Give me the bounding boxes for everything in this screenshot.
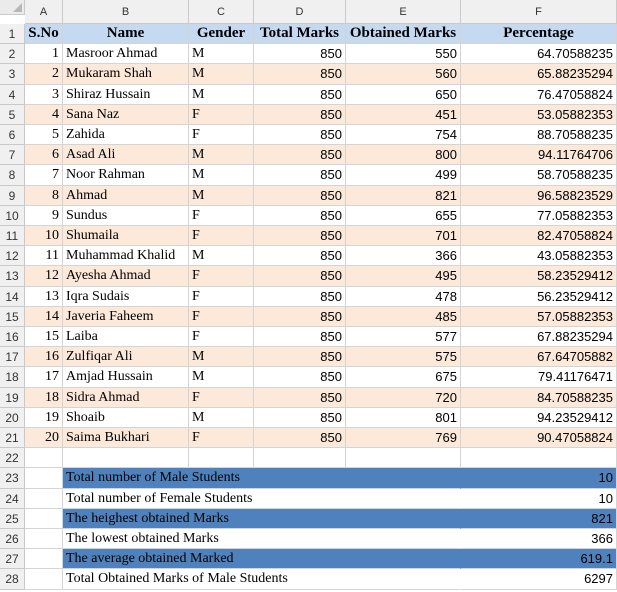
table-cell[interactable]: M	[189, 408, 254, 428]
row-header-15[interactable]: 15	[0, 307, 25, 327]
table-cell[interactable]: Asad Ali	[63, 145, 189, 165]
row-header-5[interactable]: 5	[0, 105, 25, 125]
table-cell[interactable]: 18	[25, 388, 63, 408]
row-header-7[interactable]: 7	[0, 145, 25, 165]
table-cell[interactable]: 850	[254, 226, 346, 246]
table-cell[interactable]: 82.47058824	[461, 226, 617, 246]
table-cell[interactable]: F	[189, 125, 254, 145]
table-cell[interactable]: 58.70588235	[461, 165, 617, 185]
row-header-14[interactable]: 14	[0, 287, 25, 307]
table-cell[interactable]: 56.23529412	[461, 287, 617, 307]
table-cell[interactable]: 850	[254, 287, 346, 307]
row-header-2[interactable]: 2	[0, 44, 25, 64]
table-cell[interactable]: 550	[346, 44, 461, 64]
header-cell[interactable]: Percentage	[461, 24, 617, 44]
table-cell[interactable]: 850	[254, 388, 346, 408]
table-cell[interactable]: F	[189, 327, 254, 347]
table-cell[interactable]: 4	[25, 105, 63, 125]
table-cell[interactable]: 850	[254, 165, 346, 185]
table-cell[interactable]: 7	[25, 165, 63, 185]
table-cell[interactable]: 478	[346, 287, 461, 307]
table-cell[interactable]: 366	[346, 246, 461, 266]
table-cell[interactable]: F	[189, 206, 254, 226]
select-all-corner[interactable]	[0, 0, 25, 15]
table-cell[interactable]: Ayesha Ahmad	[63, 266, 189, 286]
empty-cell[interactable]	[254, 448, 346, 468]
table-cell[interactable]: 800	[346, 145, 461, 165]
table-cell[interactable]: 485	[346, 307, 461, 327]
table-cell[interactable]: 850	[254, 125, 346, 145]
table-cell[interactable]: 20	[25, 428, 63, 448]
summary-label[interactable]: The heighest obtained Marks	[63, 509, 461, 529]
table-cell[interactable]: 850	[254, 347, 346, 367]
table-cell[interactable]: 6	[25, 145, 63, 165]
table-cell[interactable]: 13	[25, 287, 63, 307]
table-cell[interactable]: 94.11764706	[461, 145, 617, 165]
row-header-19[interactable]: 19	[0, 388, 25, 408]
table-cell[interactable]: Sundus	[63, 206, 189, 226]
table-cell[interactable]: 11	[25, 246, 63, 266]
empty-cell[interactable]	[25, 468, 63, 488]
table-cell[interactable]: 10	[25, 226, 63, 246]
header-cell[interactable]: Gender	[189, 24, 254, 44]
table-cell[interactable]: Javeria Faheem	[63, 307, 189, 327]
row-header-25[interactable]: 25	[0, 509, 25, 529]
table-cell[interactable]: 88.70588235	[461, 125, 617, 145]
row-header-4[interactable]: 4	[0, 85, 25, 105]
row-header-22[interactable]: 22	[0, 448, 25, 468]
table-cell[interactable]: Ahmad	[63, 186, 189, 206]
column-header-d[interactable]: D	[254, 0, 346, 24]
table-cell[interactable]: 801	[346, 408, 461, 428]
table-cell[interactable]: 84.70588235	[461, 388, 617, 408]
column-header-e[interactable]: E	[346, 0, 461, 24]
row-header-11[interactable]: 11	[0, 226, 25, 246]
header-cell[interactable]: Name	[63, 24, 189, 44]
row-header-12[interactable]: 12	[0, 246, 25, 266]
row-header-27[interactable]: 27	[0, 549, 25, 569]
summary-value[interactable]: 821	[461, 509, 617, 529]
table-cell[interactable]: 14	[25, 307, 63, 327]
row-header-6[interactable]: 6	[0, 125, 25, 145]
empty-cell[interactable]	[346, 448, 461, 468]
table-cell[interactable]: 67.64705882	[461, 347, 617, 367]
empty-cell[interactable]	[25, 529, 63, 549]
table-cell[interactable]: 57.05882353	[461, 307, 617, 327]
row-header-26[interactable]: 26	[0, 529, 25, 549]
table-cell[interactable]: 79.41176471	[461, 367, 617, 387]
empty-cell[interactable]	[25, 448, 63, 468]
table-cell[interactable]: F	[189, 266, 254, 286]
summary-label[interactable]: Total number of Female Students	[63, 489, 461, 509]
table-cell[interactable]: F	[189, 428, 254, 448]
table-cell[interactable]: Masroor Ahmad	[63, 44, 189, 64]
table-cell[interactable]: 850	[254, 186, 346, 206]
row-header-28[interactable]: 28	[0, 569, 25, 589]
table-cell[interactable]: Zulfiqar Ali	[63, 347, 189, 367]
row-header-17[interactable]: 17	[0, 347, 25, 367]
table-cell[interactable]: 53.05882353	[461, 105, 617, 125]
table-cell[interactable]: Sidra Ahmad	[63, 388, 189, 408]
table-cell[interactable]: 9	[25, 206, 63, 226]
summary-label[interactable]: The average obtained Marked	[63, 549, 461, 569]
table-cell[interactable]: 76.47058824	[461, 85, 617, 105]
empty-cell[interactable]	[25, 489, 63, 509]
table-cell[interactable]: M	[189, 145, 254, 165]
row-header-16[interactable]: 16	[0, 327, 25, 347]
summary-value[interactable]: 619.1	[461, 549, 617, 569]
table-cell[interactable]: Shiraz Hussain	[63, 85, 189, 105]
table-cell[interactable]: 720	[346, 388, 461, 408]
header-cell[interactable]: Total Marks	[254, 24, 346, 44]
empty-cell[interactable]	[25, 509, 63, 529]
row-header-1[interactable]: 1	[0, 24, 25, 44]
table-cell[interactable]: M	[189, 165, 254, 185]
table-cell[interactable]: 850	[254, 44, 346, 64]
table-cell[interactable]: 451	[346, 105, 461, 125]
row-header-3[interactable]: 3	[0, 64, 25, 84]
table-cell[interactable]: 850	[254, 266, 346, 286]
table-cell[interactable]: 12	[25, 266, 63, 286]
summary-label[interactable]: Total Obtained Marks of Male Students	[63, 569, 461, 589]
row-header-20[interactable]: 20	[0, 408, 25, 428]
summary-label[interactable]: The lowest obtained Marks	[63, 529, 461, 549]
table-cell[interactable]: 655	[346, 206, 461, 226]
table-cell[interactable]: F	[189, 226, 254, 246]
table-cell[interactable]: M	[189, 85, 254, 105]
table-cell[interactable]: F	[189, 388, 254, 408]
table-cell[interactable]: M	[189, 44, 254, 64]
table-cell[interactable]: 64.70588235	[461, 44, 617, 64]
table-cell[interactable]: Saima Bukhari	[63, 428, 189, 448]
table-cell[interactable]: 94.23529412	[461, 408, 617, 428]
table-cell[interactable]: 577	[346, 327, 461, 347]
table-cell[interactable]: 77.05882353	[461, 206, 617, 226]
summary-value[interactable]: 6297	[461, 569, 617, 589]
column-header-a[interactable]: A	[25, 0, 63, 24]
table-cell[interactable]: 5	[25, 125, 63, 145]
table-cell[interactable]: M	[189, 64, 254, 84]
table-cell[interactable]: 67.88235294	[461, 327, 617, 347]
row-header-23[interactable]: 23	[0, 468, 25, 488]
summary-value[interactable]: 10	[461, 489, 617, 509]
table-cell[interactable]: Sana Naz	[63, 105, 189, 125]
table-cell[interactable]: 8	[25, 186, 63, 206]
table-cell[interactable]: 90.47058824	[461, 428, 617, 448]
table-cell[interactable]: 821	[346, 186, 461, 206]
table-cell[interactable]: 58.23529412	[461, 266, 617, 286]
table-cell[interactable]: Shoaib	[63, 408, 189, 428]
empty-cell[interactable]	[189, 448, 254, 468]
empty-cell[interactable]	[63, 448, 189, 468]
table-cell[interactable]: Noor Rahman	[63, 165, 189, 185]
table-cell[interactable]: 850	[254, 246, 346, 266]
table-cell[interactable]: 96.58823529	[461, 186, 617, 206]
table-cell[interactable]: 650	[346, 85, 461, 105]
summary-value[interactable]: 10	[461, 468, 617, 488]
row-header-13[interactable]: 13	[0, 266, 25, 286]
table-cell[interactable]: 850	[254, 64, 346, 84]
summary-label[interactable]: Total number of Male Students	[63, 468, 461, 488]
header-cell[interactable]: S.No	[25, 24, 63, 44]
empty-cell[interactable]	[461, 448, 617, 468]
table-cell[interactable]: 499	[346, 165, 461, 185]
table-cell[interactable]: 850	[254, 327, 346, 347]
column-header-c[interactable]: C	[189, 0, 254, 24]
table-cell[interactable]: 16	[25, 347, 63, 367]
table-cell[interactable]: 3	[25, 85, 63, 105]
empty-cell[interactable]	[25, 549, 63, 569]
column-header-b[interactable]: B	[63, 0, 189, 24]
table-cell[interactable]: 769	[346, 428, 461, 448]
table-cell[interactable]: M	[189, 367, 254, 387]
table-cell[interactable]: 850	[254, 85, 346, 105]
table-cell[interactable]: Shumaila	[63, 226, 189, 246]
row-header-8[interactable]: 8	[0, 165, 25, 185]
table-cell[interactable]: 560	[346, 64, 461, 84]
table-cell[interactable]: M	[189, 246, 254, 266]
table-cell[interactable]: Muhammad Khalid	[63, 246, 189, 266]
table-cell[interactable]: 17	[25, 367, 63, 387]
row-header-10[interactable]: 10	[0, 206, 25, 226]
table-cell[interactable]: 850	[254, 408, 346, 428]
table-cell[interactable]: Laiba	[63, 327, 189, 347]
table-cell[interactable]: F	[189, 105, 254, 125]
table-cell[interactable]: 850	[254, 145, 346, 165]
table-cell[interactable]: Iqra Sudais	[63, 287, 189, 307]
table-cell[interactable]: 675	[346, 367, 461, 387]
table-cell[interactable]: Amjad Hussain	[63, 367, 189, 387]
table-cell[interactable]: M	[189, 186, 254, 206]
table-cell[interactable]: 65.88235294	[461, 64, 617, 84]
row-header-21[interactable]: 21	[0, 428, 25, 448]
header-cell[interactable]: Obtained Marks	[346, 24, 461, 44]
table-cell[interactable]: 850	[254, 367, 346, 387]
table-cell[interactable]: 850	[254, 206, 346, 226]
empty-cell[interactable]	[25, 569, 63, 589]
table-cell[interactable]: 2	[25, 64, 63, 84]
table-cell[interactable]: 850	[254, 105, 346, 125]
table-cell[interactable]: Mukaram Shah	[63, 64, 189, 84]
table-cell[interactable]: 43.05882353	[461, 246, 617, 266]
column-header-f[interactable]: F	[461, 0, 617, 24]
table-cell[interactable]: 701	[346, 226, 461, 246]
table-cell[interactable]: 754	[346, 125, 461, 145]
row-header-24[interactable]: 24	[0, 489, 25, 509]
table-cell[interactable]: 1	[25, 44, 63, 64]
table-cell[interactable]: 495	[346, 266, 461, 286]
table-cell[interactable]: F	[189, 307, 254, 327]
summary-value[interactable]: 366	[461, 529, 617, 549]
table-cell[interactable]: M	[189, 347, 254, 367]
table-cell[interactable]: Zahida	[63, 125, 189, 145]
row-header-18[interactable]: 18	[0, 367, 25, 387]
table-cell[interactable]: 15	[25, 327, 63, 347]
table-cell[interactable]: 19	[25, 408, 63, 428]
table-cell[interactable]: F	[189, 287, 254, 307]
table-cell[interactable]: 850	[254, 307, 346, 327]
row-header-9[interactable]: 9	[0, 186, 25, 206]
table-cell[interactable]: 575	[346, 347, 461, 367]
table-cell[interactable]: 850	[254, 428, 346, 448]
